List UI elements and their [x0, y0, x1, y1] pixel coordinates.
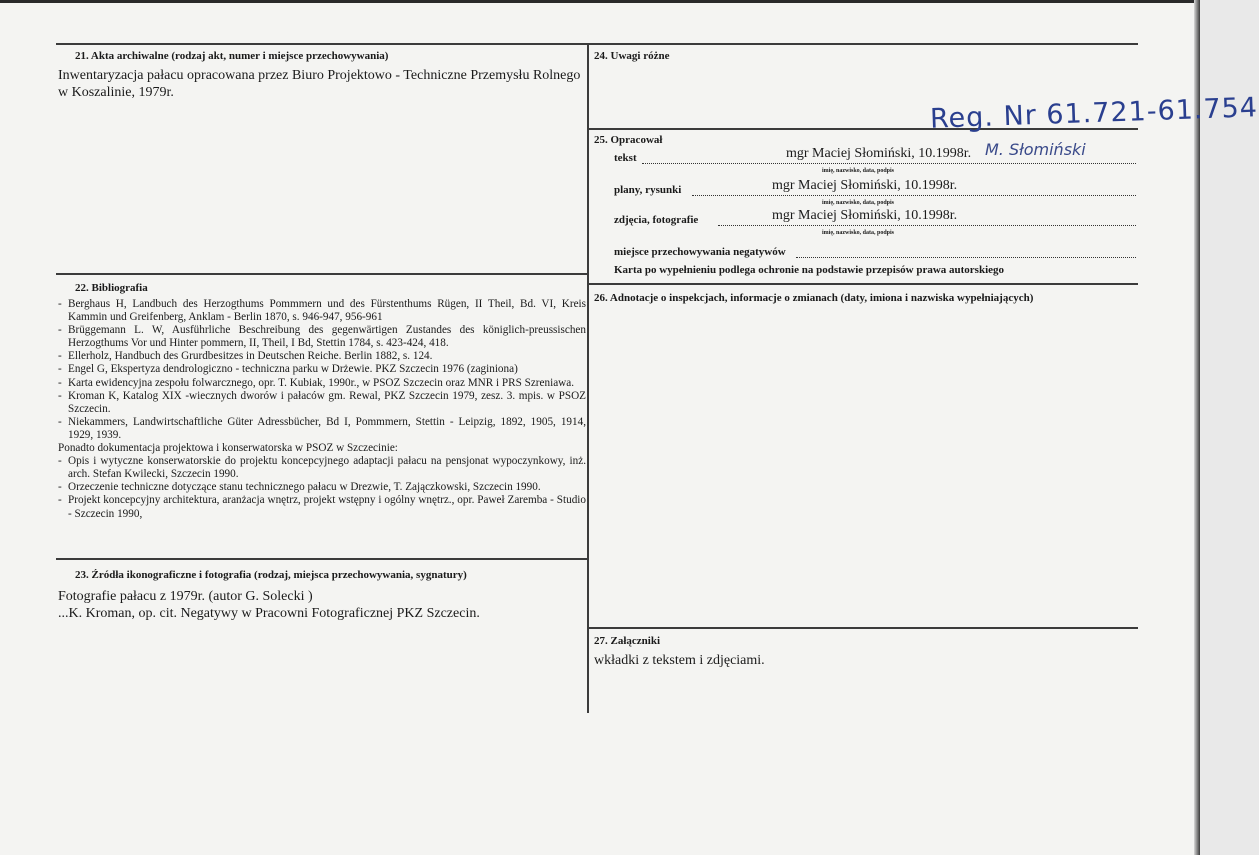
bibliography-extra-entry: - Projekt koncepcyjny architektura, aranżacja wnętrz, projekt wstępny i ogólny wnętrz., opr. Paweł Zaremba - Studio - Szczecin 1990,	[58, 494, 586, 520]
bibliography-entry: - Niekammers, Landwirtschaftliche Güter Adressbücher, Bd I, Pommmern, Stettin - Leipzig, 1892, 1905, 1914, 1929, 1939.	[58, 415, 586, 441]
zdjecia-caption: imię, nazwisko, data, podpis	[822, 230, 895, 236]
section-24-heading: 24. Uwagi różne	[594, 50, 670, 62]
rule-21-22	[56, 273, 587, 275]
plany-caption: imię, nazwisko, data, podpis	[822, 200, 895, 206]
bibliography-list	[58, 298, 586, 521]
bibliography-entry: - Ellerholz, Handbuch des Grurdbesitzes in Deutschen Reiche. Berlin 1882, s. 124.	[58, 350, 433, 363]
section-27-line-1: wkładki z tekstem i zdjęciami.	[594, 653, 765, 668]
bibliography-extra-intro: Ponadto dokumentacja projektowa i konserwatorska w PSOZ w Szczecinie:	[58, 442, 398, 455]
top-rule	[56, 43, 1138, 45]
section-21-heading: 21. Akta archiwalne (rodzaj akt, numer i miejsce przechowywania)	[75, 50, 389, 62]
center-divider	[587, 43, 589, 713]
plany-label: plany, rysunki	[614, 184, 682, 196]
bibliography-extra-entry: - Orzeczenie techniczne dotyczące stanu technicznego pałacu w Drezwie, T. Zajączkowski, Szczecin 1990.	[58, 481, 541, 494]
section-21-line-2: w Koszalinie, 1979r.	[58, 85, 174, 100]
scan-edge-right	[1194, 0, 1200, 855]
bibliography-entry: - Engel G, Ekspertyza dendrologiczno - techniczna parku w Drżewie. PKZ Szczecin 1976 (zaginiona)	[58, 363, 518, 376]
section-21-line-1: Inwentaryzacja pałacu opracowana przez Biuro Projektowo - Techniczne Przemysłu Rolnego	[58, 68, 581, 83]
rule-25-26	[589, 283, 1138, 285]
copyright-notice: Karta po wypełnieniu podlega ochronie na podstawie przepisów prawa autorskiego	[614, 264, 1005, 276]
tekst-label: tekst	[614, 152, 637, 164]
bibliography-entry: - Kroman K, Katalog XIX -wiecznych dworów i pałaców gm. Rewal, PKZ Szczecin 1979, zesz. 3. mpis. w PSOZ Szczecin.	[58, 389, 586, 415]
bibliography-extra-entry: - Opis i wytyczne konserwatorskie do projektu koncepcyjnego adaptacji pałacu na pensjonat wypoczynkowy, inż. arch. Stefan Kwilecki, Szczecin 1990.	[58, 455, 586, 481]
bibliography-entry: - Karta ewidencyjna zespołu folwarcznego, opr. T. Kubiak, 1990r., w PSOZ Szczecin oraz MNR i PRS Szreniawa.	[58, 376, 575, 389]
rule-22-23	[56, 558, 587, 560]
scan-edge-top	[0, 0, 1200, 3]
tekst-caption: imię, nazwisko, data, podpis	[822, 168, 895, 174]
plany-dots	[692, 195, 1136, 196]
tekst-value: mgr Maciej Słomiński, 10.1998r.	[786, 146, 972, 161]
section-26-heading: 26. Adnotacje o inspekcjach, informacje o zmianach (daty, imiona i nazwiska wypełniających)	[594, 292, 1034, 304]
zdjecia-label: zdjęcia, fotografie	[614, 214, 699, 226]
negatywy-dots	[796, 257, 1136, 258]
section-23-line-2: ...K. Kroman, op. cit. Negatywy w Pracowni Fotograficznej PKZ Szczecin.	[58, 606, 480, 621]
bibliography-entry: - Brüggemann L. W, Ausführliche Beschreibung des gegenwärtigen Zustandes des königlich-preussischen Herzogthums Vor und Hinter pommern, II, Theil, I Bd, Stettin 1784, s. 423-424, 418.	[58, 324, 586, 350]
handwritten-registration-number: Reg. Nr 61.721-61.754	[929, 92, 1259, 135]
section-22-heading: 22. Bibliografia	[75, 282, 148, 294]
negatywy-label: miejsce przechowywania negatywów	[614, 246, 786, 258]
section-23-line-1: Fotografie pałacu z 1979r. (autor G. Solecki )	[58, 589, 313, 604]
plany-value: mgr Maciej Słomiński, 10.1998r.	[772, 178, 958, 193]
section-25-heading: 25. Opracował	[594, 134, 663, 146]
tekst-dots	[642, 163, 1136, 164]
bibliography-entry: - Berghaus H, Landbuch des Herzogthums Pommmern und des Fürstenthums Rügen, II Theil, Bd. VI, Kreis Kammin und Greifenberg, Anklam - Berlin 1870, s. 946-947, 956-961	[58, 298, 586, 324]
author-signature: M. Słomiński	[985, 140, 1086, 159]
rule-26-27	[589, 627, 1138, 629]
section-23-heading: 23. Źródła ikonograficzne i fotografia (rodzaj, miejsca przechowywania, sygnatury)	[75, 569, 467, 581]
zdjecia-dots	[718, 225, 1136, 226]
section-27-heading: 27. Załączniki	[594, 635, 661, 647]
zdjecia-value: mgr Maciej Słomiński, 10.1998r.	[772, 208, 958, 223]
